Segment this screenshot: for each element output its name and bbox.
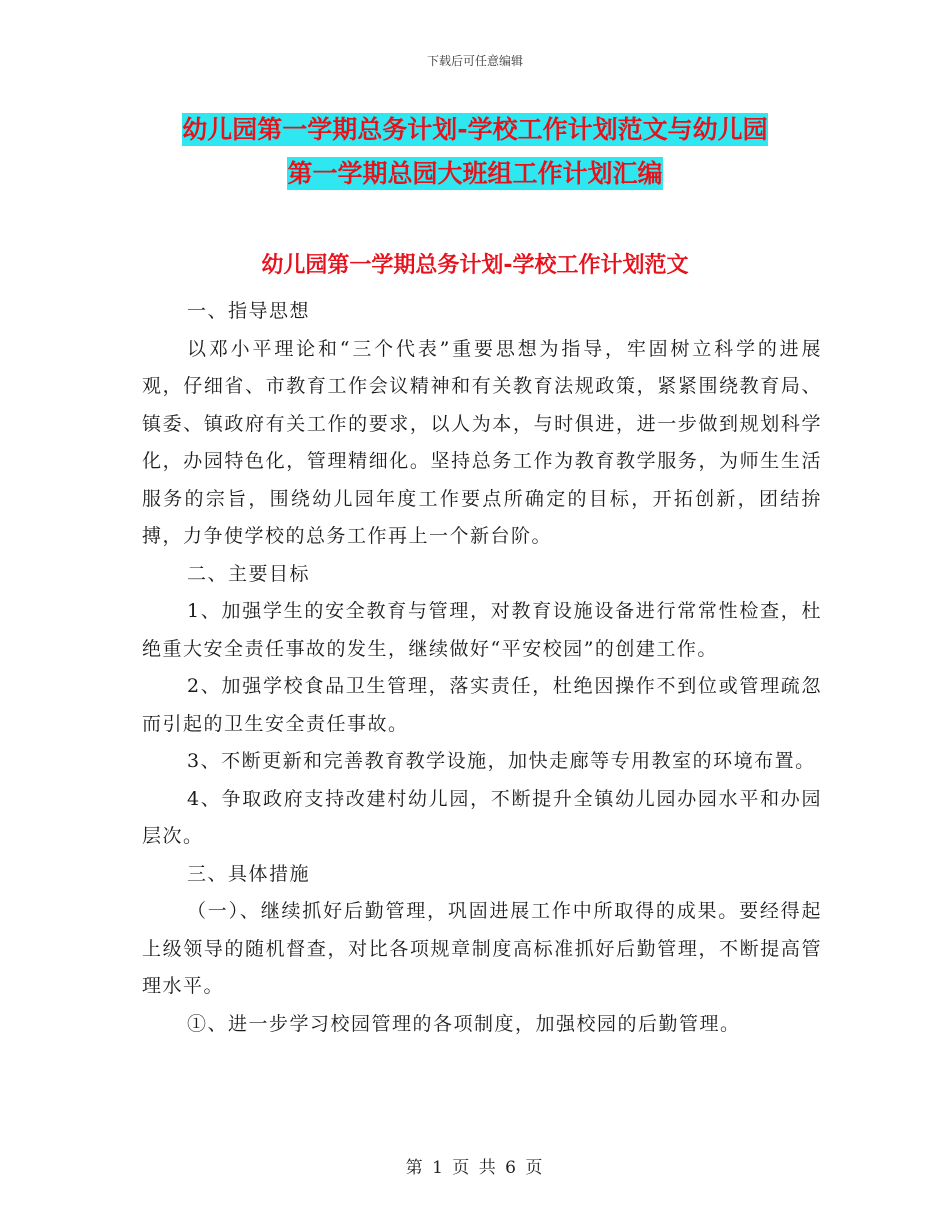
heading-guiding-ideology: 一、指导思想 bbox=[187, 300, 311, 322]
goal-item-3: 3、不断更新和完善教育教学设施，加快走廊等专用教室的环境布置。 bbox=[187, 750, 816, 772]
measure-item-1: （一）、继续抓好后勤管理，巩固进展工作中所取得的成果。要经得起上级领导的随机督查，对比各项规章制度高标准抓好后勤管理，不断提高管理水平。 bbox=[142, 900, 822, 997]
measure-subitem-1: ①、进一步学习校园管理的各项制度，加强校园的后勤管理。 bbox=[187, 1012, 741, 1035]
title-highlight-1: 幼儿园第一学期总务计划-学校工作计划范文与幼儿园 bbox=[182, 115, 768, 144]
page-header-note: 下载后可任意编辑 bbox=[426, 54, 523, 68]
goal-item-2: 2、加强学校食品卫生管理，落实责任，杜绝因操作不到位或管理疏忽而引起的卫生安全责任事故。 bbox=[142, 675, 822, 735]
goal-item-4: 4、争取政府支持改建村幼儿园，不断提升全镇幼儿园办园水平和办园层次。 bbox=[142, 787, 822, 847]
heading-main-goals: 二、主要目标 bbox=[187, 562, 311, 585]
goal-item-1: 1、加强学生的安全教育与管理，对教育设施设备进行常常性检查，杜绝重大安全责任事故的发生，继续做好“平安校园”的创建工作。 bbox=[142, 600, 822, 660]
paragraph-guiding-ideology: 以邓小平理论和“三个代表”重要思想为指导，牢固树立科学的进展观，仔细省、市教育工作会议精神和有关教育法规政策，紧紧围绕教育局、镇委、镇政府有关工作的要求，以人为本，与时俱进，进一步做到规划科学化，办园特色化，管理精细化。坚持总务工作为教育教学服务，为师生生活服务的宗旨，围绕幼儿园年度工作要点所确定的目标，开拓创新，团结拚搏，力争使学校的总务工作再上一个新台阶。 bbox=[142, 337, 822, 547]
page-footer: 第 1 页 共 6 页 bbox=[405, 1158, 545, 1178]
document-body bbox=[142, 293, 822, 1043]
section-title: 幼儿园第一学期总务计划-学校工作计划范文 bbox=[261, 253, 689, 278]
heading-specific-measures: 三、具体措施 bbox=[187, 862, 311, 885]
document-title-line-2 bbox=[0, 156, 950, 192]
document-title-line-1 bbox=[0, 112, 950, 148]
title-highlight-2: 第一学期总园大班组工作计划汇编 bbox=[287, 159, 663, 188]
